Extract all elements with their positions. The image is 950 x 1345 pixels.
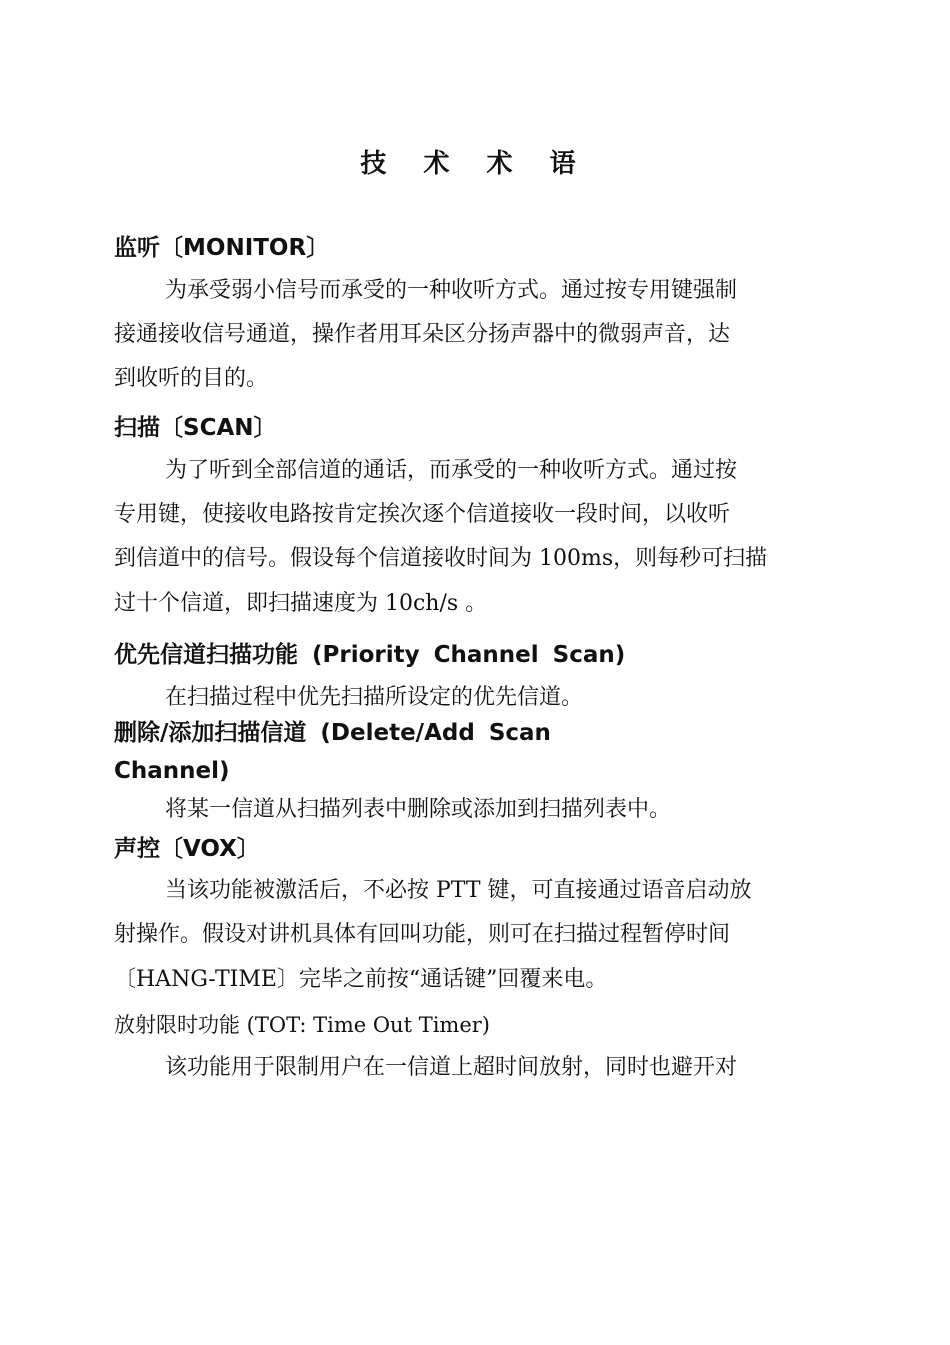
paragraph-line: 将某一信道从扫描列表中删除或添加到扫描列表中。 xyxy=(165,797,672,822)
section-heading-tot: 放射限时功能 (TOT: Time Out Timer) xyxy=(114,1013,490,1037)
paragraph-line: 在扫描过程中优先扫描所设定的优先信道。 xyxy=(165,685,584,710)
paragraph-line: 〔HANG-TIME〕完毕之前按“通话键”回覆来电。 xyxy=(114,967,608,992)
paragraph-line: 到信道中的信号。假设每个信道接收时间为 100ms，则每秒可扫描 xyxy=(114,546,768,571)
section-heading-monitor: 监听〔MONITOR〕 xyxy=(114,235,330,261)
paragraph-line: 该功能用于限制用户在一信道上超时间放射，同时也避开对 xyxy=(165,1055,738,1080)
paragraph-line: 到收听的目的。 xyxy=(114,366,269,391)
paragraph-line: 为承受弱小信号而承受的一种收听方式。通过按专用键强制 xyxy=(165,278,738,303)
section-heading-scan: 扫描〔SCAN〕 xyxy=(114,415,277,441)
section-heading-delete-add-scan: 删除/添加扫描信道 (Delete/Add Scan Channel) xyxy=(114,720,551,784)
paragraph-line: 过十个信道，即扫描速度为 10ch/s 。 xyxy=(114,591,488,616)
paragraph-line: 专用键，使接收电路按肯定挨次逐个信道接收一段时间，以收听 xyxy=(114,502,731,527)
paragraph-line: 射操作。假设对讲机具体有回叫功能，则可在扫描过程暂停时间 xyxy=(114,922,731,947)
paragraph-line: 为了听到全部信道的通话，而承受的一种收听方式。通过按 xyxy=(165,458,738,483)
section-heading-vox: 声控〔VOX〕 xyxy=(114,836,260,862)
page-title: 技 术 术 语 xyxy=(360,149,590,179)
paragraph-line: 当该功能被激活后，不必按 PTT 键，可直接通过语音启动放 xyxy=(165,878,752,903)
section-heading-priority-scan: 优先信道扫描功能 (Priority Channel Scan) xyxy=(114,642,626,668)
paragraph-line: 接通接收信号通道，操作者用耳朵区分扬声器中的微弱声音，达 xyxy=(114,322,731,347)
